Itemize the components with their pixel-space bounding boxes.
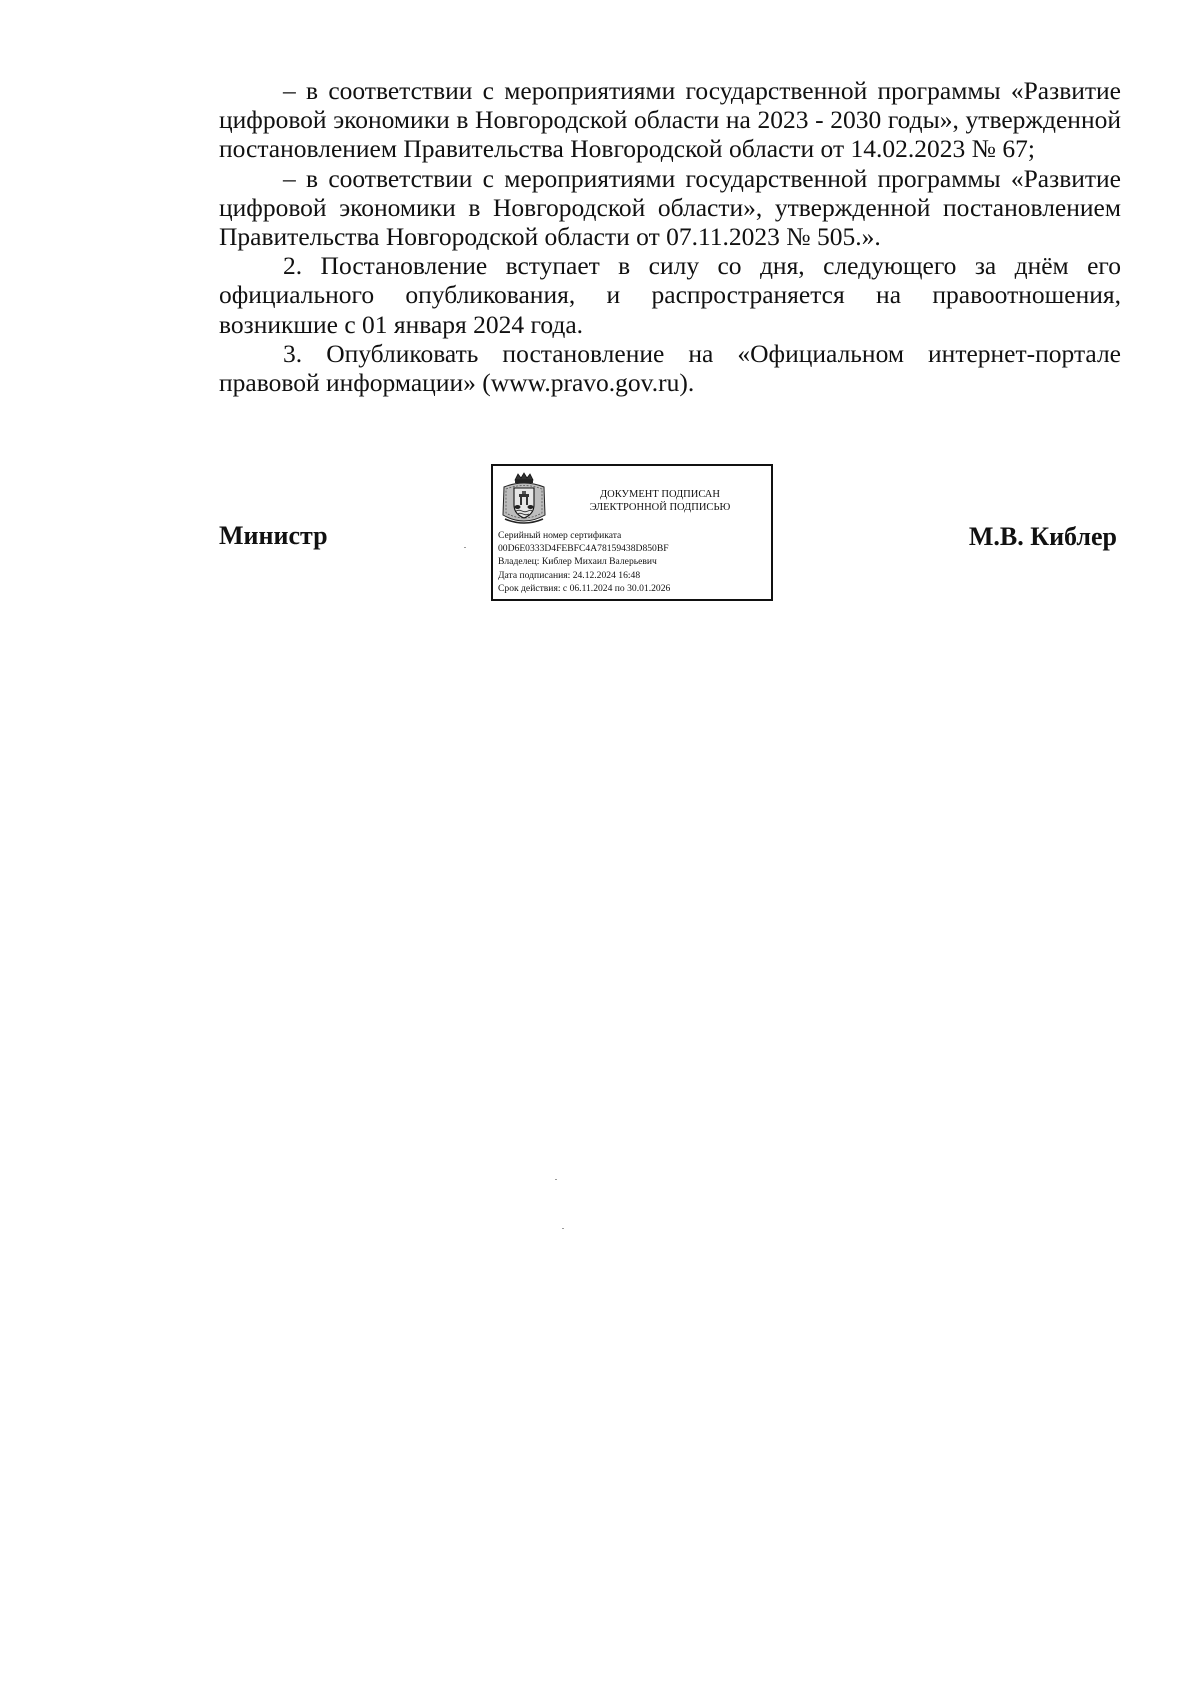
paragraph-effective-date: 2. Постановление вступает в силу со дня, следующего за днём его официального опубликования, и распространяется на правоотношения, возникшие с 01 января 2024 года. [219, 251, 1121, 339]
stamp-serial-value: 00D6E0333D4FEBFC4A78159438D850BF [498, 543, 669, 555]
stamp-details [498, 529, 770, 595]
coat-of-arms-icon [499, 471, 549, 527]
stamp-header [555, 488, 765, 514]
paragraph-program-digital-economy: – в соответствии с мероприятиями государственной программы «Развитие цифровой экономики в Новгородской области», утвержденной постановлением Правительства Новгородской области от 07.11.2023 № 505.». [219, 163, 1121, 252]
stamp-owner: Владелец: Киблер Михаил Валерьевич [498, 556, 657, 568]
signatory-name: М.В. Киблер [968, 522, 1117, 551]
stamp-header-line-1: ДОКУМЕНТ ПОДПИСАН [600, 489, 720, 500]
signature-block [219, 464, 1121, 604]
stamp-serial-label: Серийный номер сертификата [498, 530, 622, 541]
stamp-signed-date: Дата подписания: 24.12.2024 16:48 [498, 569, 641, 581]
stamp-validity: Срок действия: с 06.11.2024 по 30.01.2026 [498, 582, 671, 594]
paragraph-program-2023-2030: – в соответствии с мероприятиями государственной программы «Развитие цифровой экономики в Новгородской области на 2023 - 2030 годы», утвержденной постановлением Правительства Новгородской области от 14.02.2023 № 67; [219, 76, 1121, 164]
paragraph-publication: 3. Опубликовать постановление на «Официальном интернет-портале правовой информации» (www.pravo.gov.ru). [219, 338, 1121, 398]
scan-artifact [562, 1228, 564, 1229]
scan-artifact [464, 547, 466, 548]
stamp-header-line-2: ЭЛЕКТРОННОЙ ПОДПИСЬЮ [589, 502, 731, 513]
document-body [219, 76, 1121, 397]
scan-artifact [555, 1179, 557, 1180]
electronic-signature-stamp [491, 464, 773, 601]
signatory-title: Министр [219, 521, 328, 550]
